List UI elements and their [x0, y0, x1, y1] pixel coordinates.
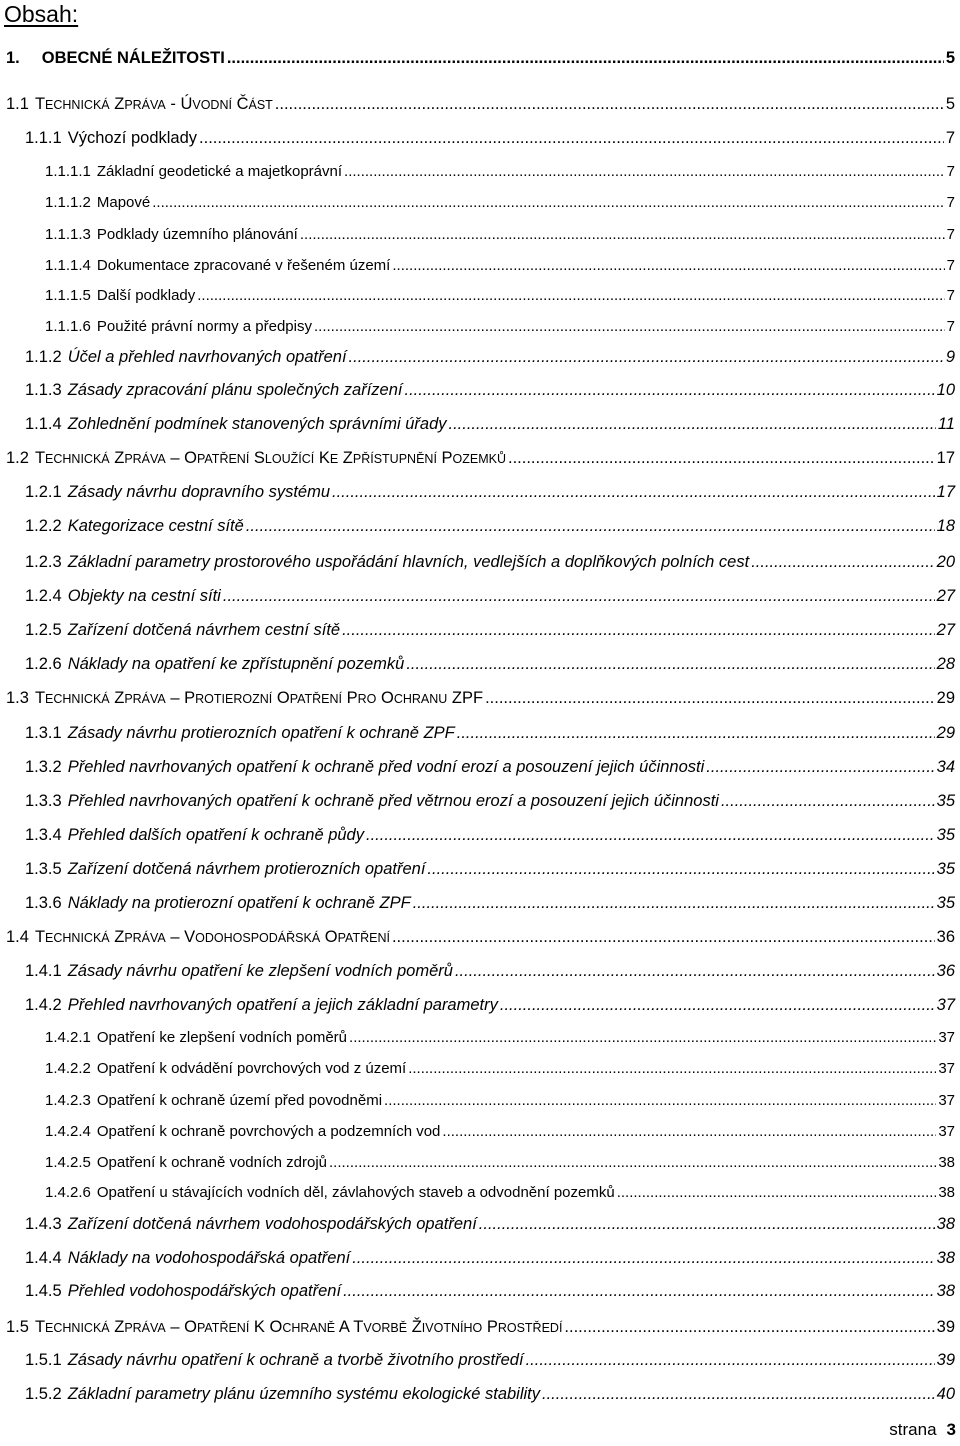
toc-entry-title: Výchozí podklady — [67, 129, 198, 147]
toc-entry-title: Opatření ke zlepšení vodních poměrů — [96, 1029, 348, 1046]
toc-entry-page: 9 — [945, 348, 955, 366]
toc-entry[interactable] — [45, 194, 955, 211]
toc-entry[interactable] — [25, 553, 955, 572]
toc-entry-page: 39 — [936, 1318, 955, 1336]
toc-entry[interactable] — [25, 894, 955, 913]
toc-entry-page: 11 — [937, 415, 955, 433]
toc-entry-page: 7 — [945, 129, 955, 147]
toc-entry-number: 1.1.2 — [25, 348, 62, 366]
toc-entry[interactable] — [25, 962, 955, 981]
footer-page-number: 3 — [946, 1420, 956, 1439]
toc-entry-page: 34 — [936, 758, 955, 776]
toc-leader-dots — [751, 553, 934, 572]
toc-entry-number: 1.3.6 — [25, 894, 62, 912]
toc-entry-number: 1.4.4 — [25, 1249, 62, 1267]
toc-entry-number: 1.1.1.1 — [45, 163, 91, 180]
toc-entry[interactable] — [25, 348, 955, 367]
toc-entry-page: 38 — [938, 1184, 955, 1201]
toc-entry-title: TECHNICKÁ ZPRÁVA – VODOHOSPODÁŘSKÁ OPATŘENÍ — [34, 928, 390, 946]
toc-entry-title: Zásady návrhu dopravního systému — [67, 483, 331, 501]
toc-leader-dots — [508, 449, 935, 468]
toc-entry-number: 1.1.1.5 — [45, 287, 91, 304]
toc-entry-title: Zásady zpracování plánu společných zařízení — [67, 381, 403, 399]
toc-entry-title: Základní parametry prostorového uspořádání hlavních, vedlejších a doplňkových polních cest — [67, 553, 750, 571]
toc-leader-dots — [349, 1029, 936, 1046]
toc-entry-number: 1.4.2.5 — [45, 1154, 91, 1171]
toc-entry-page: 29 — [936, 724, 955, 742]
toc-entry[interactable] — [45, 1092, 955, 1109]
toc-leader-dots — [152, 194, 944, 211]
toc-entry[interactable] — [45, 287, 955, 304]
toc-entry-number: 1.2.3 — [25, 553, 62, 571]
toc-entry-title: Přehled vodohospodářských opatření — [67, 1282, 342, 1300]
toc-entry-title: Kategorizace cestní sítě — [67, 517, 244, 535]
toc-entry-title: TECHNICKÁ ZPRÁVA – PROTIEROZNÍ OPATŘENÍ PRO OCHRANU ZPF — [34, 689, 484, 707]
toc-entry-title: Přehled navrhovaných opatření k ochraně před větrnou erozí a posouzení jejich účinnosti — [67, 792, 719, 810]
toc-entry-number: 1.4.2.6 — [45, 1184, 91, 1201]
toc-entry[interactable] — [25, 1282, 955, 1301]
toc-leader-dots — [332, 483, 935, 502]
toc-entry-title: Základní geodetické a majetkoprávní — [96, 163, 343, 180]
toc-entry-number: 1.2.2 — [25, 517, 62, 535]
toc-leader-dots — [413, 894, 935, 913]
toc-entry-title: Zařízení dotčená návrhem cestní sítě — [67, 621, 341, 639]
toc-entry-page: 7 — [946, 257, 955, 274]
toc-entry-number: 1.1.1 — [25, 129, 62, 147]
toc-entry-page: 7 — [946, 287, 955, 304]
toc-entry-title: Opatření k ochraně vodních zdrojů — [96, 1154, 328, 1171]
toc-entry-number: 1.2.1 — [25, 483, 62, 501]
toc-entry[interactable] — [25, 1215, 955, 1234]
toc-entry[interactable] — [25, 792, 955, 811]
toc-entry-title: Dokumentace zpracované v řešeném území — [96, 257, 391, 274]
toc-entry-number: 1.3.4 — [25, 826, 62, 844]
toc-entry-title: Účel a přehled navrhovaných opatření — [67, 348, 347, 366]
toc-entry-page: 5 — [945, 95, 955, 113]
toc-entry-title: Opatření k ochraně území před povodněmi — [96, 1092, 383, 1109]
toc-entry-title: Náklady na opatření ke zpřístupnění pozemků — [67, 655, 405, 673]
toc-entry[interactable] — [45, 1060, 955, 1077]
toc-entry[interactable] — [25, 1351, 955, 1370]
toc-leader-dots — [392, 928, 935, 947]
toc-entry-page: 5 — [945, 49, 955, 67]
toc-leader-dots — [564, 1318, 934, 1337]
toc-entry-page: 35 — [936, 826, 955, 844]
toc-leader-dots — [479, 1215, 935, 1234]
toc-entry[interactable] — [6, 1318, 955, 1337]
toc-entry[interactable] — [25, 621, 955, 640]
toc-entry-number: 1.3.1 — [25, 724, 62, 742]
toc-entry-title: Mapové — [96, 194, 151, 211]
toc-entry-number: 1.5 — [6, 1318, 29, 1336]
toc-entry[interactable] — [45, 163, 955, 180]
toc-entry-number: 1.4.3 — [25, 1215, 62, 1233]
toc-leader-dots — [427, 860, 934, 879]
toc-entry[interactable] — [25, 587, 955, 606]
toc-entry-page: 35 — [936, 792, 955, 810]
toc-entry-page: 38 — [936, 1249, 955, 1267]
toc-entry-number: 1.4.2.4 — [45, 1123, 91, 1140]
toc-entry[interactable] — [45, 226, 955, 243]
toc-entry-number: 1.5.2 — [25, 1385, 62, 1403]
toc-entry-title: Zásady návrhu opatření ke zlepšení vodních poměrů — [67, 962, 453, 980]
toc-leader-dots — [366, 826, 935, 845]
toc-entry-page: 38 — [936, 1282, 955, 1300]
toc-entry-page: 36 — [936, 928, 955, 946]
toc-entry-number: 1.4.1 — [25, 962, 62, 980]
toc-entry-page: 37 — [938, 1029, 955, 1046]
toc-entry-number: 1.2.6 — [25, 655, 62, 673]
toc-entry-page: 18 — [936, 517, 955, 535]
toc-entry-page: 7 — [946, 194, 955, 211]
toc-entry-title: Opatření k odvádění povrchových vod z území — [96, 1060, 407, 1077]
toc-entry-page: 27 — [936, 587, 955, 605]
toc-entry-page: 7 — [946, 318, 955, 335]
toc-entry-title: Zohlednění podmínek stanovených správními úřady — [67, 415, 447, 433]
toc-entry[interactable] — [25, 415, 955, 434]
toc-leader-dots — [442, 1123, 936, 1140]
toc-entry-title: OBECNÉ NÁLEŽITOSTI — [41, 49, 225, 67]
toc-entry[interactable] — [25, 1385, 955, 1404]
toc-entry-page: 38 — [938, 1154, 955, 1171]
toc-entry-page: 27 — [936, 621, 955, 639]
toc-entry-title: TECHNICKÁ ZPRÁVA - ÚVODNÍ ČÁST — [34, 95, 273, 113]
toc-leader-dots — [455, 962, 935, 981]
toc-entry-page: 36 — [936, 962, 955, 980]
toc-leader-dots — [406, 655, 934, 674]
toc-entry-number: 1.3 — [6, 689, 29, 707]
toc-entry-title: Podklady územního plánování — [96, 226, 298, 243]
toc-entry-page: 17 — [936, 449, 955, 467]
toc-entry-title: Přehled navrhovaných opatření a jejich základní parametry — [67, 996, 498, 1014]
toc-entry-page: 40 — [936, 1385, 955, 1403]
toc-leader-dots — [343, 1282, 935, 1301]
toc-entry-page: 37 — [938, 1123, 955, 1140]
toc-entry-title: Přehled navrhovaných opatření k ochraně před vodní erozí a posouzení jejich účinnosti — [67, 758, 705, 776]
toc-leader-dots — [542, 1385, 935, 1404]
toc-entry-number: 1.3.3 — [25, 792, 62, 810]
toc-leader-dots — [706, 758, 934, 777]
toc-leader-dots — [223, 587, 935, 606]
toc-entry[interactable] — [45, 1184, 955, 1201]
toc-leader-dots — [449, 415, 936, 434]
toc-entry-page: 35 — [936, 860, 955, 878]
toc-leader-dots — [352, 1249, 934, 1268]
toc-entry-number: 1.1.3 — [25, 381, 62, 399]
toc-entry-title: TECHNICKÁ ZPRÁVA – OPATŘENÍ SLOUŽÍCÍ KE ZPŘÍSTUPNĚNÍ POZEMKŮ — [34, 449, 507, 467]
toc-entry-number: 1.4.2 — [25, 996, 62, 1014]
toc-leader-dots — [300, 226, 945, 243]
toc-entry[interactable] — [25, 483, 955, 502]
toc-entry-title: Zařízení dotčená návrhem vodohospodářských opatření — [67, 1215, 477, 1233]
toc-entry-title: Zařízení dotčená návrhem protierozních opatření — [67, 860, 426, 878]
toc-leader-dots — [344, 163, 945, 180]
toc-entry[interactable] — [45, 318, 955, 335]
toc-leader-dots — [227, 49, 944, 68]
toc-entry-number: 1.4 — [6, 928, 29, 946]
toc-leader-dots — [392, 257, 944, 274]
toc-entry-title: Základní parametry plánu územního systému ekologické stability — [67, 1385, 541, 1403]
toc-entry-title: Zásady návrhu opatření k ochraně a tvorbě životního prostředí — [67, 1351, 524, 1369]
toc-entry-page: 37 — [938, 1060, 955, 1077]
toc-entry-number: 1.4.2.2 — [45, 1060, 91, 1077]
toc-entry-title: Opatření k ochraně povrchových a podzemních vod — [96, 1123, 441, 1140]
toc-entry-page: 17 — [936, 483, 955, 501]
toc-leader-dots — [500, 996, 935, 1015]
toc-entry[interactable] — [25, 860, 955, 879]
toc-entry-title: TECHNICKÁ ZPRÁVA – OPATŘENÍ K OCHRANĚ A TVORBĚ ŽIVOTNÍHO PROSTŘEDÍ — [34, 1318, 563, 1336]
toc-entry-number: 1.1 — [6, 95, 29, 113]
toc-leader-dots — [275, 95, 944, 114]
toc-leader-dots — [526, 1351, 935, 1370]
toc-entry-title: Náklady na protierozní opatření k ochraně ZPF — [67, 894, 411, 912]
toc-entry[interactable] — [25, 996, 955, 1015]
toc-entry-number: 1.4.2.3 — [45, 1092, 91, 1109]
toc-leader-dots — [617, 1184, 937, 1201]
toc-entry-number: 1.5.1 — [25, 1351, 62, 1369]
toc-entry-title: Náklady na vodohospodářská opatření — [67, 1249, 351, 1267]
toc-leader-dots — [329, 1154, 936, 1171]
toc-entry-number: 1.1.1.3 — [45, 226, 91, 243]
toc-entry[interactable] — [25, 724, 955, 743]
toc-entry-page: 7 — [946, 226, 955, 243]
toc-leader-dots — [197, 287, 944, 304]
toc-entry-number: 1.1.1.2 — [45, 194, 91, 211]
toc-entry[interactable] — [25, 517, 955, 536]
toc-entry-page: 20 — [936, 553, 955, 571]
toc-entry-page: 29 — [936, 689, 955, 707]
toc-leader-dots — [408, 1060, 936, 1077]
toc-entry-number: 1.2 — [6, 449, 29, 467]
toc-entry[interactable] — [25, 758, 955, 777]
toc-entry[interactable] — [6, 49, 955, 68]
toc-entry[interactable] — [45, 257, 955, 274]
toc-leader-dots — [314, 318, 945, 335]
page-footer — [889, 1420, 956, 1440]
toc-leader-dots — [404, 381, 934, 400]
toc-entry-number: 1.1.1.4 — [45, 257, 91, 274]
toc-entry[interactable] — [45, 1029, 955, 1046]
toc-entry-number: 1.4.2.1 — [45, 1029, 91, 1046]
toc-entry-page: 37 — [938, 1092, 955, 1109]
toc-entry[interactable] — [6, 95, 955, 114]
toc-leader-dots — [485, 689, 935, 708]
toc-entry-page: 28 — [936, 655, 955, 673]
toc-entry-number: 1.1.1.6 — [45, 318, 91, 335]
toc-entry[interactable] — [6, 689, 955, 708]
toc-entry[interactable] — [25, 1249, 955, 1268]
toc-entry-number: 1. — [6, 49, 20, 67]
toc-entry[interactable] — [25, 129, 955, 148]
toc-entry-page: 37 — [936, 996, 955, 1014]
toc-entry-page: 10 — [936, 381, 955, 399]
footer-label: strana — [889, 1420, 937, 1439]
toc-entry-title: Objekty na cestní síti — [67, 587, 221, 605]
toc-leader-dots — [384, 1092, 936, 1109]
toc-leader-dots — [349, 348, 944, 367]
toc-entry[interactable] — [45, 1154, 955, 1171]
toc-leader-dots — [457, 724, 935, 743]
toc-entry[interactable] — [25, 381, 955, 400]
toc-leader-dots — [721, 792, 935, 811]
toc-entry-page: 35 — [936, 894, 955, 912]
toc-entry-title: Přehled dalších opatření k ochraně půdy — [67, 826, 364, 844]
toc-entry-page: 39 — [936, 1351, 955, 1369]
toc-entry[interactable] — [25, 826, 955, 845]
toc-entry-title: Zásady návrhu protierozních opatření k ochraně ZPF — [67, 724, 455, 742]
toc-entry[interactable] — [45, 1123, 955, 1140]
toc-leader-dots — [199, 129, 944, 148]
toc-entry-number: 1.3.2 — [25, 758, 62, 776]
toc-entry-number: 1.3.5 — [25, 860, 62, 878]
toc-entry[interactable] — [6, 449, 955, 468]
toc-leader-dots — [342, 621, 935, 640]
toc-entry-page: 7 — [946, 163, 955, 180]
toc-entry-number: 1.1.4 — [25, 415, 62, 433]
toc-entry[interactable] — [25, 655, 955, 674]
toc-entry-title: Další podklady — [96, 287, 196, 304]
toc-entry-title: Použité právní normy a předpisy — [96, 318, 312, 335]
toc-entry[interactable] — [6, 928, 955, 947]
toc-entry-number: 1.2.5 — [25, 621, 62, 639]
toc-leader-dots — [246, 517, 935, 536]
toc-entry-number: 1.2.4 — [25, 587, 62, 605]
toc-entry-title: Opatření u stávajících vodních děl, závlahových staveb a odvodnění pozemků — [96, 1184, 615, 1201]
toc-title: Obsah: — [4, 1, 79, 27]
toc-entry-page: 38 — [936, 1215, 955, 1233]
toc-entry-number: 1.4.5 — [25, 1282, 62, 1300]
